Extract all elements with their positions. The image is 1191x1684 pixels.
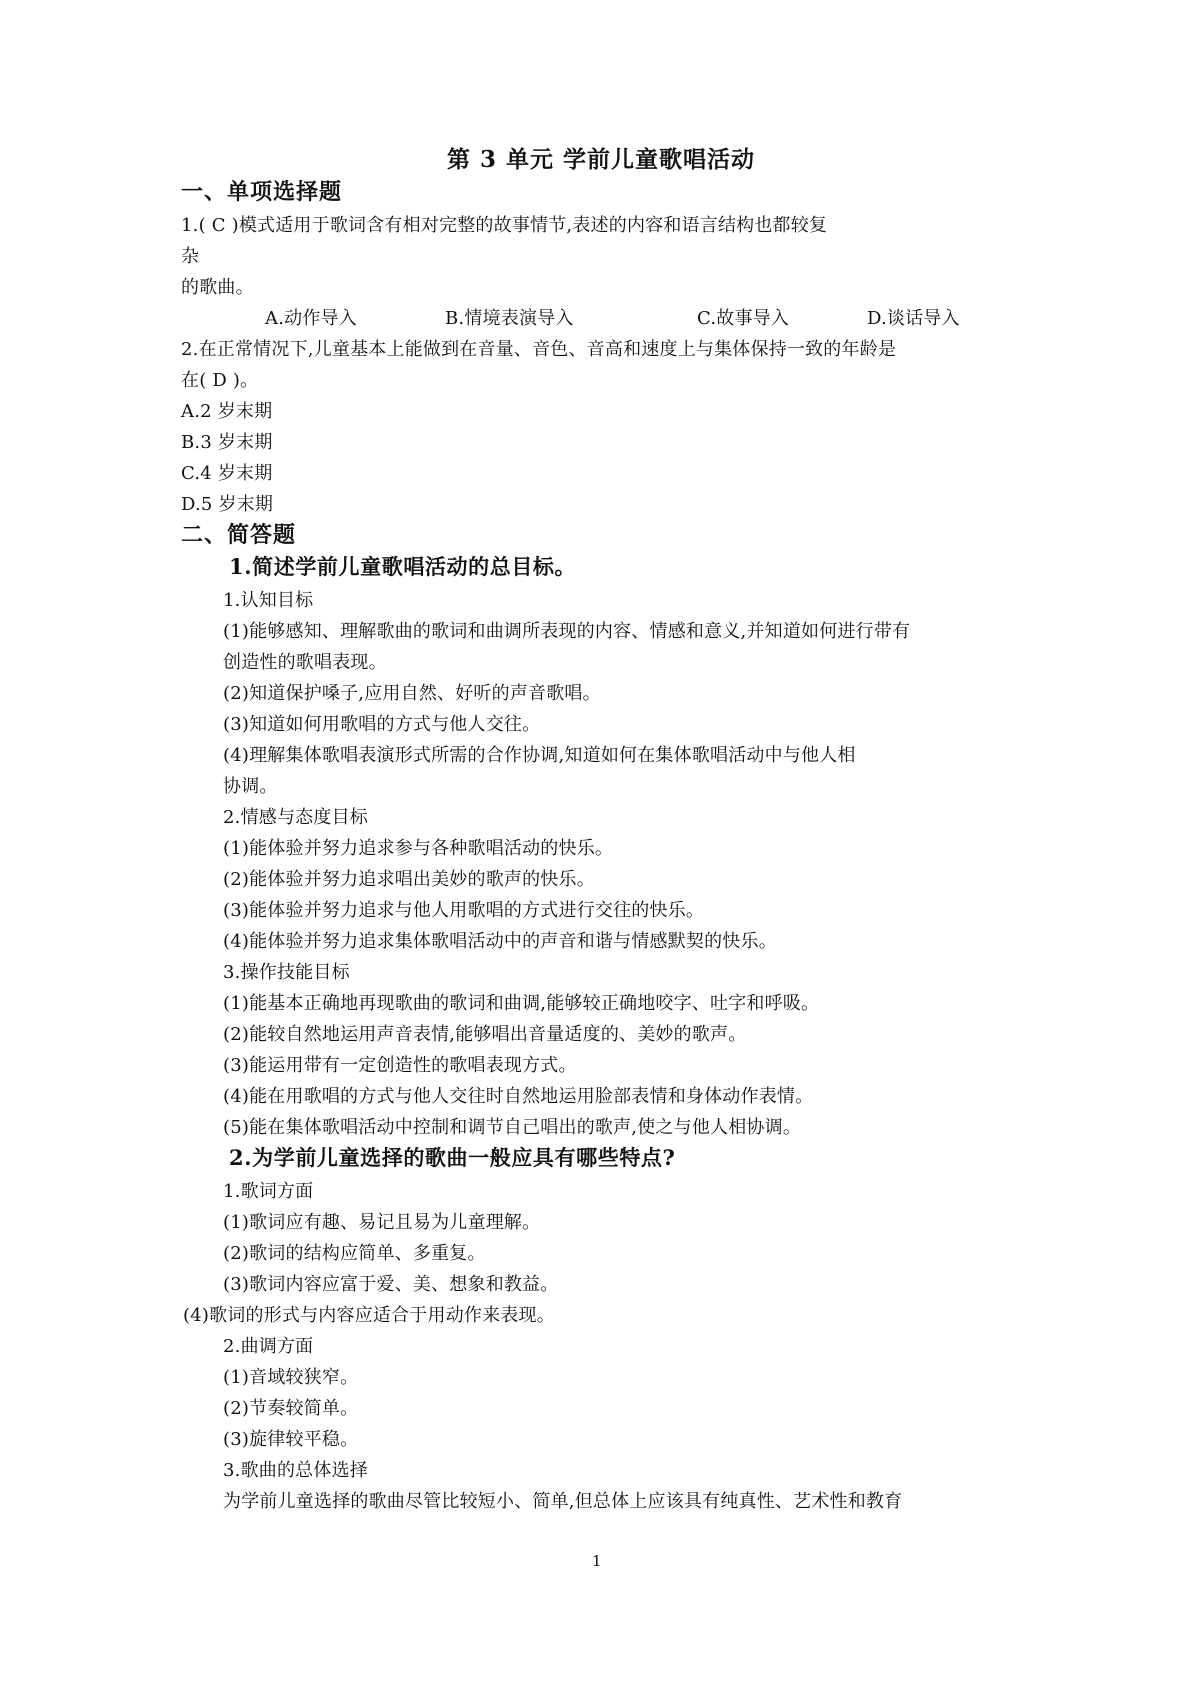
answer-1-line: (2)能体验并努力追求唱出美妙的歌声的快乐。 bbox=[223, 869, 595, 890]
question-2-option-a: A.2 岁末期 bbox=[181, 401, 273, 422]
question-1-option-b: B.情境表演导入 bbox=[445, 308, 574, 329]
section-heading-short-answer: 二、简答题 bbox=[181, 522, 297, 548]
question-2-option-d: D.5 岁末期 bbox=[181, 494, 274, 515]
answer-1-line: (3)能体验并努力追求与他人用歌唱的方式进行交往的快乐。 bbox=[223, 900, 705, 921]
answer-2-line: (2)节奏较简单。 bbox=[223, 1398, 359, 1419]
answer-1-line: (3)能运用带有一定创造性的歌唱表现方式。 bbox=[223, 1055, 577, 1076]
question-1-option-a: A.动作导入 bbox=[265, 308, 357, 329]
answer-2-line: (4)歌词的形式与内容应适合于用动作来表现。 bbox=[183, 1305, 555, 1326]
section-heading-choice: 一、单项选择题 bbox=[181, 179, 343, 205]
answer-2-line: (3)歌词内容应富于爱、美、想象和教益。 bbox=[223, 1274, 559, 1295]
question-2-line-1: 2.在正常情况下,儿童基本上能做到在音量、音色、音高和速度上与集体保持一致的年龄是 bbox=[181, 339, 897, 360]
short-answer-1-heading: 1.简述学前儿童歌唱活动的总目标。 bbox=[229, 554, 577, 579]
answer-2-line: 2.曲调方面 bbox=[223, 1336, 314, 1357]
answer-1-line: (2)知道保护嗓子,应用自然、好听的声音歌唱。 bbox=[223, 683, 601, 704]
answer-2-line: (3)旋律较平稳。 bbox=[223, 1429, 359, 1450]
answer-1-line: (1)能基本正确地再现歌曲的歌词和曲调,能够较正确地咬字、吐字和呼吸。 bbox=[223, 993, 820, 1014]
answer-1-line: 协调。 bbox=[223, 776, 278, 797]
answer-1-line: 创造性的歌唱表现。 bbox=[223, 652, 387, 673]
answer-1-line: 3.操作技能目标 bbox=[223, 962, 350, 983]
question-1-line-3: 的歌曲。 bbox=[181, 277, 254, 298]
answer-1-line: (5)能在集体歌唱活动中控制和调节自己唱出的歌声,使之与他人相协调。 bbox=[223, 1117, 802, 1138]
question-1-option-c: C.故事导入 bbox=[697, 308, 790, 329]
answer-1-line: 1.认知目标 bbox=[223, 590, 314, 611]
answer-1-line: (1)能体验并努力追求参与各种歌唱活动的快乐。 bbox=[223, 838, 614, 859]
page-number: 1 bbox=[592, 1552, 602, 1570]
answer-2-line: (1)音域较狭窄。 bbox=[223, 1367, 359, 1388]
answer-1-line: (2)能较自然地运用声音表情,能够唱出音量适度的、美妙的歌声。 bbox=[223, 1024, 747, 1045]
document-title: 第 3 单元 学前儿童歌唱活动 bbox=[447, 146, 756, 173]
question-2-option-b: B.3 岁末期 bbox=[181, 432, 273, 453]
answer-2-line: (2)歌词的结构应简单、多重复。 bbox=[223, 1243, 486, 1264]
short-answer-2-heading: 2.为学前儿童选择的歌曲一般应具有哪些特点? bbox=[229, 1145, 676, 1170]
answer-1-line: (4)能体验并努力追求集体歌唱活动中的声音和谐与情感默契的快乐。 bbox=[223, 931, 777, 952]
question-1-line-1: 1.( C )模式适用于歌词含有相对完整的故事情节,表述的内容和语言结构也都较复 bbox=[181, 215, 828, 236]
answer-1-line: (3)知道如何用歌唱的方式与他人交往。 bbox=[223, 714, 541, 735]
question-1-option-d: D.谈话导入 bbox=[867, 308, 960, 329]
answer-1-line: (4)理解集体歌唱表演形式所需的合作协调,知道如何在集体歌唱活动中与他人相 bbox=[223, 745, 856, 766]
answer-2-line: (1)歌词应有趣、易记且易为儿童理解。 bbox=[223, 1212, 541, 1233]
question-2-line-2: 在( D )。 bbox=[181, 370, 259, 391]
answer-1-line: 2.情感与态度目标 bbox=[223, 807, 368, 828]
answer-2-line: 为学前儿童选择的歌曲尽管比较短小、简单,但总体上应该具有纯真性、艺术性和教育 bbox=[223, 1491, 903, 1512]
answer-1-line: (1)能够感知、理解歌曲的歌词和曲调所表现的内容、情感和意义,并知道如何进行带有 bbox=[223, 621, 911, 642]
question-2-option-c: C.4 岁末期 bbox=[181, 463, 273, 484]
answer-2-line: 1.歌词方面 bbox=[223, 1181, 314, 1202]
answer-1-line: (4)能在用歌唱的方式与他人交往时自然地运用脸部表情和身体动作表情。 bbox=[223, 1086, 814, 1107]
answer-2-line: 3.歌曲的总体选择 bbox=[223, 1460, 368, 1481]
question-1-line-2: 杂 bbox=[181, 246, 200, 267]
